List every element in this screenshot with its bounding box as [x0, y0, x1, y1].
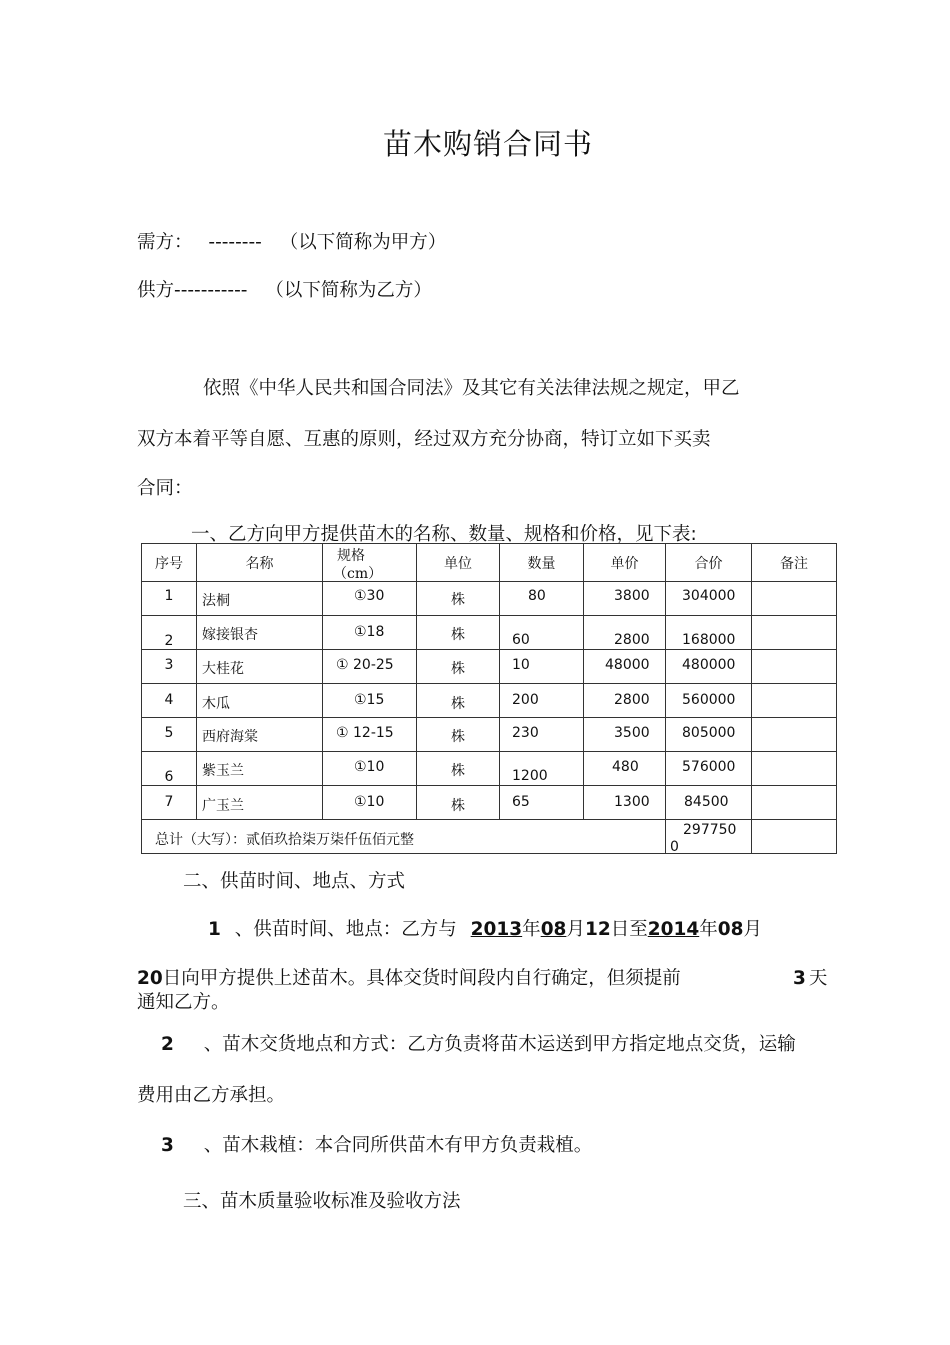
- table-row: [142, 752, 837, 786]
- page-title: 苗木购销合同书: [382, 127, 593, 161]
- row-name: 紫玉兰: [202, 763, 244, 779]
- year-1: 2013: [470, 919, 523, 940]
- row-spec: ①18: [354, 624, 385, 640]
- row-total: 304000: [682, 588, 736, 604]
- row-spec: ①10: [354, 794, 385, 810]
- item-1-line-2: [137, 964, 681, 990]
- row-unit: 株: [451, 661, 465, 677]
- seller-note: （以下简称为乙方）: [265, 280, 432, 301]
- intro-line-2: 双方本着平等自愿、互惠的原则，经过双方充分协商，特订立如下买卖: [137, 429, 711, 450]
- item-1-line-3: 通知乙方。: [137, 992, 230, 1013]
- row-no: 2: [164, 633, 174, 649]
- header-remark: 备注: [752, 544, 837, 582]
- row-name: 广玉兰: [202, 798, 244, 814]
- row-remark: [752, 752, 837, 786]
- item-1-text-b: 日向甲方提供上述苗木。具体交货时间段内自行确定，但须提前: [162, 968, 681, 989]
- buyer-label: 需方：: [137, 232, 193, 253]
- item-3-line: [161, 1131, 592, 1157]
- row-remark: [752, 684, 837, 718]
- row-remark: [752, 718, 837, 752]
- table-row: [142, 582, 837, 616]
- row-no: 6: [164, 769, 174, 785]
- row-qty: 230: [512, 725, 539, 741]
- row-qty: 65: [512, 794, 530, 810]
- table-row: [142, 616, 837, 650]
- row-qty: 200: [512, 692, 539, 708]
- item-2-line-2: 费用由乙方承担。: [137, 1085, 286, 1106]
- row-spec: ①15: [354, 692, 385, 708]
- intro-line-1: 依照《中华人民共和国合同法》及其它有关法律法规之规定，甲乙: [203, 378, 740, 399]
- row-unit: 株: [451, 627, 465, 643]
- row-spec: ①30: [354, 588, 385, 604]
- buyer-note: （以下简称为甲方）: [279, 232, 447, 253]
- table-total-row: [142, 820, 837, 854]
- row-unit: 株: [451, 763, 465, 779]
- row-unit: 株: [451, 798, 465, 814]
- item-1-text-a: 、供苗时间、地点：乙方与: [234, 919, 457, 940]
- row-price: 2800: [614, 692, 650, 708]
- row-unit: 株: [451, 592, 465, 608]
- row-unit: 株: [451, 729, 465, 745]
- section-1-heading: 一、乙方向甲方提供苗木的名称、数量、规格和价格，见下表:: [191, 524, 697, 545]
- row-price: 1300: [614, 794, 650, 810]
- row-price: 3800: [614, 588, 650, 604]
- item-2-line-1: [161, 1030, 796, 1056]
- row-name: 嫁接银杏: [202, 627, 258, 643]
- row-spec: ① 20-25: [336, 657, 394, 673]
- row-price: 3500: [614, 725, 650, 741]
- row-total: 805000: [682, 725, 736, 741]
- item-2-text-a: 、苗木交货地点和方式：乙方负责将苗木运送到甲方指定地点交货，运输: [203, 1034, 796, 1055]
- total-remark: [752, 820, 837, 854]
- row-name: 法桐: [202, 593, 230, 609]
- row-total: 480000: [682, 657, 736, 673]
- row-qty: 1200: [512, 768, 548, 784]
- row-remark: [752, 616, 837, 650]
- header-total: 合价: [666, 544, 752, 582]
- to-text: 日至: [610, 919, 648, 940]
- row-name: 木瓜: [202, 696, 230, 712]
- header-spec-unit: （cm）: [333, 566, 383, 582]
- header-price: 单价: [584, 544, 666, 582]
- item-3-text: 、苗木栽植：本合同所供苗木有甲方负责栽植。: [203, 1135, 593, 1156]
- row-no: 7: [164, 794, 174, 810]
- month-2-char: 月: [743, 919, 762, 940]
- month-1: 08: [540, 919, 567, 940]
- buyer-blank: --------: [208, 232, 262, 253]
- notice-days-unit: 天: [808, 968, 828, 989]
- row-qty: 80: [528, 588, 546, 604]
- seller-blank: -----------: [174, 280, 248, 301]
- row-no: 1: [164, 588, 174, 604]
- item-1-days: [793, 964, 827, 990]
- item-3-number: 3: [161, 1135, 174, 1156]
- row-qty: 60: [512, 632, 530, 648]
- row-total: 84500: [684, 794, 729, 810]
- header-name: 名称: [197, 544, 323, 582]
- row-no: 3: [164, 657, 174, 673]
- goods-table: [141, 543, 837, 854]
- row-remark: [752, 582, 837, 616]
- row-remark: [752, 650, 837, 684]
- day-2: 20: [137, 968, 163, 989]
- row-total: 560000: [682, 692, 736, 708]
- year-2: 2014: [647, 919, 700, 940]
- buyer-line: [137, 228, 446, 254]
- table-row: [142, 718, 837, 752]
- intro-line-3: 合同：: [137, 478, 193, 499]
- year-2-char: 年: [699, 919, 718, 940]
- total-value-line-2: 0: [670, 839, 679, 855]
- item-2-number: 2: [161, 1034, 174, 1055]
- row-name: 大桂花: [202, 661, 244, 677]
- year-1-char: 年: [522, 919, 541, 940]
- row-remark: [752, 786, 837, 820]
- row-no: 5: [164, 725, 174, 741]
- notice-days: 3: [793, 968, 806, 989]
- row-price: 2800: [614, 632, 650, 648]
- row-qty: 10: [512, 657, 530, 673]
- row-total: 168000: [682, 632, 736, 648]
- row-spec: ①10: [354, 759, 385, 775]
- row-name: 西府海棠: [202, 729, 258, 745]
- seller-label: 供方: [137, 280, 175, 301]
- header-unit: 单位: [417, 544, 500, 582]
- section-3-heading: 三、苗木质量验收标准及验收方法: [183, 1191, 461, 1212]
- seller-line: [137, 276, 432, 302]
- table-row: [142, 786, 837, 820]
- header-qty: 数量: [500, 544, 584, 582]
- item-1-number: 1: [208, 919, 221, 940]
- table-header-row: [142, 544, 837, 582]
- row-no: 4: [164, 692, 174, 708]
- day-1: 12: [584, 919, 611, 940]
- header-no: 序号: [142, 544, 197, 582]
- total-label: 总计（大写）：贰佰玖拾柒万柒仟伍佰元整: [155, 832, 414, 848]
- row-price: 480: [612, 759, 639, 775]
- row-price: 48000: [605, 657, 650, 673]
- month-2: 08: [717, 919, 744, 940]
- total-value-line-1: 297750: [683, 822, 737, 838]
- row-total: 576000: [682, 759, 736, 775]
- section-2-heading: 二、供苗时间、地点、方式: [183, 871, 406, 892]
- month-1-char: 月: [566, 919, 585, 940]
- table-row: [142, 684, 837, 718]
- row-unit: 株: [451, 696, 465, 712]
- item-1-line-1: [208, 915, 762, 941]
- header-spec: [323, 544, 417, 582]
- header-spec-label: 规格: [337, 548, 365, 564]
- table-row: [142, 650, 837, 684]
- row-spec: ① 12-15: [336, 725, 394, 741]
